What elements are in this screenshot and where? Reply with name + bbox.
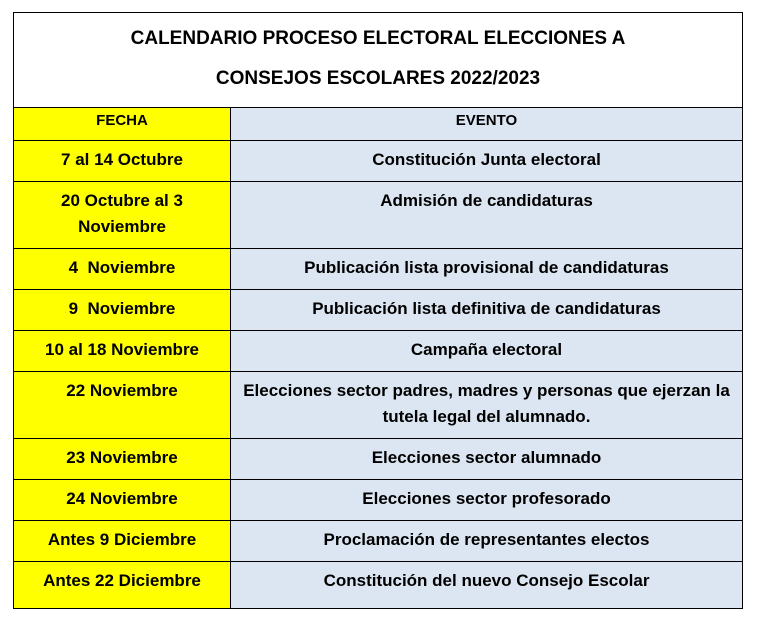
fecha-cell: 10 al 18 Noviembre: [14, 331, 231, 372]
calendar-table: [13, 12, 743, 609]
fecha-cell: Antes 9 Diciembre: [14, 521, 231, 562]
evento-cell: Publicación lista definitiva de candidaturas: [231, 290, 743, 331]
title-line-2: CONSEJOS ESCOLARES 2022/2023: [215, 68, 541, 89]
evento-cell: Campaña electoral: [231, 331, 743, 372]
fecha-cell: [14, 182, 231, 249]
fecha-cell: 24 Noviembre: [14, 480, 231, 521]
header-fecha: FECHA: [14, 108, 231, 141]
table-row: [14, 372, 743, 439]
title-line-1: CALENDARIO PROCESO ELECTORAL ELECCIONES A: [130, 28, 626, 49]
title-row: [14, 13, 743, 108]
page-title: [14, 13, 743, 108]
fecha-cell: 7 al 14 Octubre: [14, 141, 231, 182]
fecha-cell: 4 Noviembre: [14, 249, 231, 290]
table-row: [14, 521, 743, 562]
evento-cell: Constitución Junta electoral: [231, 141, 743, 182]
evento-cell: Elecciones sector padres, madres y personas que ejerzan la tutela legal del alumnado.: [231, 372, 743, 439]
evento-cell: Constitución del nuevo Consejo Escolar: [231, 562, 743, 609]
evento-cell: Admisión de candidaturas: [231, 182, 743, 249]
fecha-cell: 9 Noviembre: [14, 290, 231, 331]
evento-cell: Proclamación de representantes electos: [231, 521, 743, 562]
table-row: [14, 182, 743, 249]
header-evento: EVENTO: [231, 108, 743, 141]
table-row: [14, 331, 743, 372]
evento-cell: Elecciones sector profesorado: [231, 480, 743, 521]
evento-cell: Elecciones sector alumnado: [231, 439, 743, 480]
table-row: [14, 562, 743, 609]
table-row: [14, 439, 743, 480]
evento-cell: Publicación lista provisional de candidaturas: [231, 249, 743, 290]
fecha-cell: Antes 22 Diciembre: [14, 562, 231, 609]
fecha-text: 20 Octubre al 3 Noviembre: [61, 191, 183, 236]
table-row: [14, 141, 743, 182]
fecha-cell: 22 Noviembre: [14, 372, 231, 439]
table-row: [14, 480, 743, 521]
table-row: [14, 249, 743, 290]
fecha-cell: 23 Noviembre: [14, 439, 231, 480]
table-row: [14, 290, 743, 331]
header-row: [14, 108, 743, 141]
